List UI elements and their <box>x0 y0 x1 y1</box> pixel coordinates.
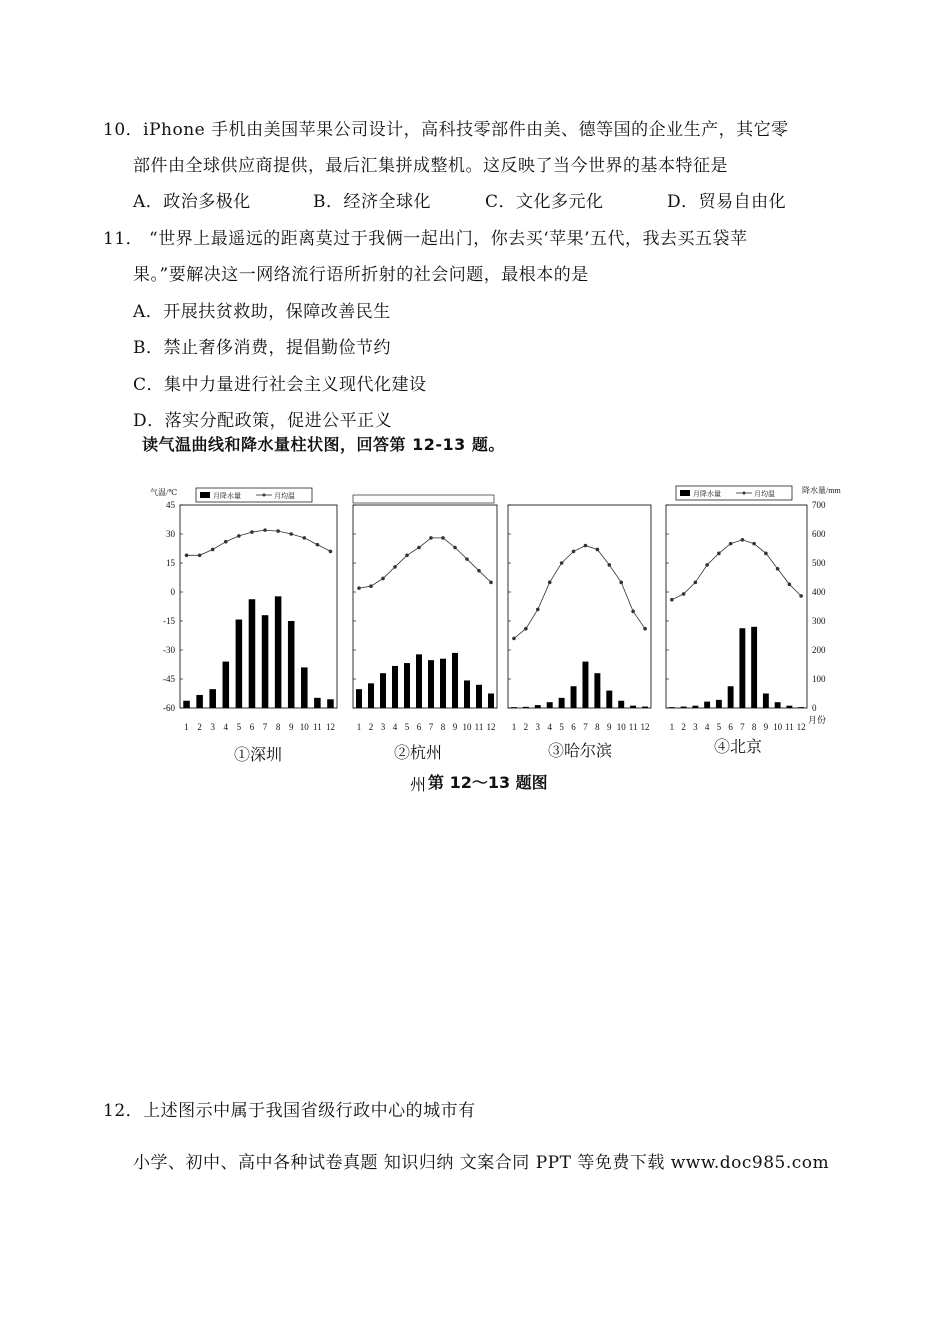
right-axis-tick-1: 600 <box>812 529 826 539</box>
legend-line-dot-shenzhen <box>263 494 266 497</box>
precip-bar-3-3 <box>535 705 541 708</box>
q11-option-d: D．落实分配政策，促进公平正义 <box>133 411 393 431</box>
right-axis-tick-2: 500 <box>812 558 826 568</box>
q10-option-c: C．文化多元化 <box>485 192 604 212</box>
temp-point-2-9 <box>453 546 457 550</box>
precip-bar-1-8 <box>275 596 282 708</box>
precip-bar-1-6 <box>249 599 256 708</box>
temp-point-3-10 <box>619 581 623 585</box>
precip-bar-3-11 <box>630 706 636 708</box>
month-label-3-3: 3 <box>535 722 541 732</box>
right-axis-tick-7: 0 <box>812 703 817 713</box>
legend-line-label-beijing: 月均温 <box>754 490 775 498</box>
temp-line-1 <box>187 530 331 555</box>
temp-point-3-5 <box>560 561 564 565</box>
month-label-3-6: 6 <box>571 722 576 732</box>
temp-point-3-8 <box>596 548 600 552</box>
temp-point-4-6 <box>729 542 733 546</box>
month-label-4-1: 1 <box>669 722 675 732</box>
right-axis-tick-5: 200 <box>812 645 826 655</box>
right-axis-tick-4: 300 <box>812 616 826 626</box>
temp-point-4-4 <box>705 563 709 567</box>
precip-bar-1-10 <box>301 667 308 708</box>
temp-point-4-1 <box>670 598 674 602</box>
month-label-3-7: 7 <box>583 722 588 732</box>
q10-option-a: A．政治多极化 <box>133 192 251 212</box>
temp-point-1-5 <box>237 534 241 538</box>
month-label-4-10: 10 <box>773 722 783 732</box>
precip-bar-1-4 <box>223 662 230 708</box>
month-label-2-12: 12 <box>486 722 496 732</box>
month-label-4-6: 6 <box>728 722 733 732</box>
month-label-3-12: 12 <box>640 722 650 732</box>
precip-bar-2-12 <box>488 694 494 709</box>
temp-point-4-10 <box>776 567 780 571</box>
month-label-1-7: 7 <box>262 722 268 732</box>
temp-point-4-12 <box>799 594 803 598</box>
temp-line-3 <box>514 546 645 639</box>
city-label-3: ③哈尔滨 <box>547 743 613 760</box>
precip-bar-1-12 <box>327 699 334 708</box>
temp-line-2 <box>359 538 491 588</box>
q11-option-a: A．开展扶贫救助，保障改善民生 <box>133 302 391 322</box>
temp-point-2-10 <box>465 557 469 561</box>
left-axis-tick-4: -15 <box>163 616 175 626</box>
chart-intro: 读气温曲线和降水量柱状图，回答第 12-13 题。 <box>142 435 505 454</box>
temp-point-4-3 <box>694 581 698 585</box>
temp-point-4-7 <box>741 538 745 542</box>
month-label-3-9: 9 <box>607 722 612 732</box>
panel-frame-1 <box>180 505 337 708</box>
q11-option-b: B．禁止奢侈消费，提倡勤俭节约 <box>133 338 391 358</box>
q11-option-c: C．集中力量进行社会主义现代化建设 <box>133 375 427 395</box>
panel-frame-3 <box>508 505 651 708</box>
temp-point-2-5 <box>405 553 409 557</box>
month-label-2-8: 8 <box>440 722 446 732</box>
precip-bar-3-7 <box>582 662 588 708</box>
month-label-1-6: 6 <box>249 722 255 732</box>
month-label-2-5: 5 <box>404 722 410 732</box>
precip-bar-2-7 <box>428 660 434 708</box>
month-label-4-12: 12 <box>796 722 806 732</box>
temp-point-1-10 <box>302 536 306 540</box>
month-label-4-11: 11 <box>785 722 794 732</box>
precip-bar-4-4 <box>704 702 710 708</box>
precip-bar-1-1 <box>183 701 190 708</box>
temp-point-1-8 <box>276 529 280 533</box>
precip-bar-3-6 <box>571 686 577 708</box>
precip-bar-3-4 <box>547 702 553 708</box>
temp-point-4-9 <box>764 552 768 556</box>
temp-point-4-2 <box>682 592 686 596</box>
month-label-2-2: 2 <box>368 722 374 732</box>
precip-bar-4-10 <box>775 702 781 708</box>
legend-bar-label-beijing: 月降水量 <box>693 490 721 498</box>
right-axis-tick-0: 700 <box>812 500 826 510</box>
temp-point-3-11 <box>631 610 635 614</box>
temp-point-1-11 <box>316 543 320 547</box>
temp-point-1-7 <box>263 528 267 532</box>
precip-bar-4-2 <box>681 707 687 708</box>
left-axis-tick-0: 45 <box>166 500 175 510</box>
right-axis-title: 降水量/mm <box>802 486 841 495</box>
temp-point-3-12 <box>643 627 647 631</box>
precip-bar-2-2 <box>368 683 374 708</box>
precip-bar-3-10 <box>618 701 624 708</box>
month-label-1-4: 4 <box>223 722 229 732</box>
precip-bar-4-11 <box>786 706 792 708</box>
precip-bar-4-5 <box>716 700 722 708</box>
legend-bar-swatch-shenzhen <box>200 492 210 498</box>
legend-line-dot-beijing <box>743 492 746 495</box>
panel-frame-4 <box>666 505 807 708</box>
temp-line-4 <box>672 540 801 600</box>
precip-bar-3-2 <box>523 707 529 708</box>
city-label-2: ②杭州 <box>393 745 443 762</box>
city-label-4: ④北京 <box>713 739 763 756</box>
month-label-4-2: 2 <box>681 722 686 732</box>
temp-point-4-8 <box>752 542 756 546</box>
panel-2-header-box <box>353 495 494 503</box>
month-label-4-8: 8 <box>751 722 757 732</box>
month-label-1-12: 12 <box>325 722 335 732</box>
precip-bar-1-11 <box>314 698 321 708</box>
precip-bar-1-7 <box>262 615 269 708</box>
precip-bar-3-5 <box>559 698 565 708</box>
month-label-1-9: 9 <box>288 722 294 732</box>
precip-bar-4-7 <box>739 628 745 708</box>
month-label-2-9: 9 <box>452 722 458 732</box>
climate-charts <box>140 478 841 764</box>
temp-point-1-9 <box>289 532 293 536</box>
month-label-4-9: 9 <box>763 722 769 732</box>
left-axis-title: 气温/℃ <box>150 488 178 497</box>
month-label-1-3: 3 <box>210 722 215 732</box>
precip-bar-4-1 <box>669 707 675 708</box>
q12-text: 12．上述图示中属于我国省级行政中心的城市有 <box>103 1101 476 1121</box>
precip-bar-2-10 <box>464 680 470 708</box>
precip-bar-4-3 <box>692 706 698 708</box>
temp-point-3-7 <box>584 544 588 548</box>
precip-bar-4-9 <box>763 694 769 709</box>
temp-point-2-4 <box>393 565 397 569</box>
month-label-3-5: 5 <box>559 722 564 732</box>
temp-point-1-12 <box>329 550 333 554</box>
month-label-1-8: 8 <box>275 722 281 732</box>
temp-point-4-11 <box>788 582 792 586</box>
temp-point-2-7 <box>429 536 433 540</box>
precip-bar-3-9 <box>606 691 612 708</box>
precip-bar-2-4 <box>392 666 398 708</box>
month-label-4-4: 4 <box>704 722 710 732</box>
temp-point-3-4 <box>548 581 552 585</box>
temp-point-3-3 <box>536 608 540 612</box>
month-unit-label: 月份 <box>808 715 827 725</box>
precip-bar-1-2 <box>196 695 203 708</box>
month-label-4-5: 5 <box>716 722 722 732</box>
precip-bar-2-9 <box>452 653 458 708</box>
footer-text: 小学、初中、高中各种试卷真题 知识归纳 文案合同 PPT 等免费下载 www.doc985.com <box>133 1153 830 1173</box>
temp-point-2-8 <box>441 536 445 540</box>
temp-point-2-1 <box>357 586 361 590</box>
month-label-1-11: 11 <box>313 722 322 732</box>
legend-line-label-shenzhen: 月均温 <box>274 492 295 500</box>
q11-line2: 果。”要解决这一网络流行语所折射的社会问题，最根本的是 <box>133 265 589 285</box>
panel-frame-2 <box>353 505 497 708</box>
left-axis-tick-3: 0 <box>170 587 175 597</box>
month-label-1-10: 10 <box>299 722 309 732</box>
left-axis-tick-7: -60 <box>163 703 175 713</box>
temp-point-2-12 <box>489 581 493 585</box>
precip-bar-2-1 <box>356 689 362 708</box>
precip-bar-2-5 <box>404 663 410 708</box>
precip-bar-3-12 <box>642 707 648 708</box>
month-label-2-7: 7 <box>428 722 434 732</box>
left-axis-tick-5: -30 <box>163 645 175 655</box>
temp-point-2-2 <box>369 584 373 588</box>
precip-bar-1-5 <box>236 620 243 708</box>
precip-bar-3-1 <box>511 707 517 708</box>
temp-point-3-1 <box>512 637 516 641</box>
q10-line1: 10．iPhone 手机由美国苹果公司设计，高科技零部件由美、德等国的企业生产，其它零 <box>103 120 789 140</box>
precip-bar-4-6 <box>728 686 734 708</box>
precip-bar-2-8 <box>440 659 446 708</box>
month-label-2-6: 6 <box>416 722 422 732</box>
precip-bar-4-8 <box>751 627 757 708</box>
precip-bar-4-12 <box>798 707 804 708</box>
temp-point-1-4 <box>224 540 228 544</box>
precip-bar-3-8 <box>594 673 600 708</box>
temp-point-1-2 <box>198 553 202 557</box>
left-axis-tick-2: 15 <box>166 558 175 568</box>
legend-bar-label-shenzhen: 月降水量 <box>213 492 241 500</box>
temp-point-3-9 <box>607 563 611 567</box>
q10-option-d: D．贸易自由化 <box>667 192 787 212</box>
right-axis-tick-3: 400 <box>812 587 826 597</box>
city-label-1: ①深圳 <box>233 747 283 764</box>
month-label-2-1: 1 <box>356 722 362 732</box>
month-label-3-10: 10 <box>616 722 626 732</box>
temp-point-1-3 <box>211 548 215 552</box>
month-label-2-10: 10 <box>462 722 472 732</box>
month-label-3-1: 1 <box>511 722 517 732</box>
month-label-3-8: 8 <box>595 722 600 732</box>
left-axis-tick-6: -45 <box>163 674 175 684</box>
month-label-2-11: 11 <box>474 722 484 732</box>
temp-point-2-11 <box>477 569 481 573</box>
precip-bar-2-3 <box>380 673 386 708</box>
temp-point-2-3 <box>381 577 385 581</box>
caption-stray: 州 <box>410 775 427 794</box>
temp-point-2-6 <box>417 546 421 550</box>
legend-bar-swatch-beijing <box>680 490 690 496</box>
temp-point-3-2 <box>524 627 528 631</box>
month-label-1-2: 2 <box>197 722 202 732</box>
month-label-3-4: 4 <box>547 722 552 732</box>
precip-bar-1-9 <box>288 621 295 708</box>
month-label-1-5: 5 <box>236 722 242 732</box>
month-label-2-3: 3 <box>380 722 386 732</box>
precip-bar-1-3 <box>209 689 216 708</box>
temp-point-1-1 <box>185 553 189 557</box>
month-label-2-4: 4 <box>392 722 398 732</box>
left-axis-tick-1: 30 <box>166 529 175 539</box>
precip-bar-2-6 <box>416 654 422 708</box>
month-label-3-11: 11 <box>628 722 638 732</box>
month-label-1-1: 1 <box>184 722 189 732</box>
right-axis-tick-6: 100 <box>812 674 826 684</box>
month-label-4-3: 3 <box>693 722 698 732</box>
temp-point-1-6 <box>250 530 254 534</box>
month-label-3-2: 2 <box>523 722 529 732</box>
q10-line2: 部件由全球供应商提供，最后汇集拼成整机。这反映了当今世界的基本特征是 <box>133 156 728 176</box>
figure-caption: 第 12～13 题图 <box>428 773 548 792</box>
q10-option-b: B．经济全球化 <box>313 192 431 212</box>
temp-point-4-5 <box>717 552 721 556</box>
temp-point-3-6 <box>572 550 576 554</box>
month-label-4-7: 7 <box>740 722 745 732</box>
precip-bar-2-11 <box>476 685 482 708</box>
q11-line1: 11． “世界上最遥远的距离莫过于我俩一起出门，你去买‘苹果’五代，我去买五袋苹 <box>103 229 748 249</box>
